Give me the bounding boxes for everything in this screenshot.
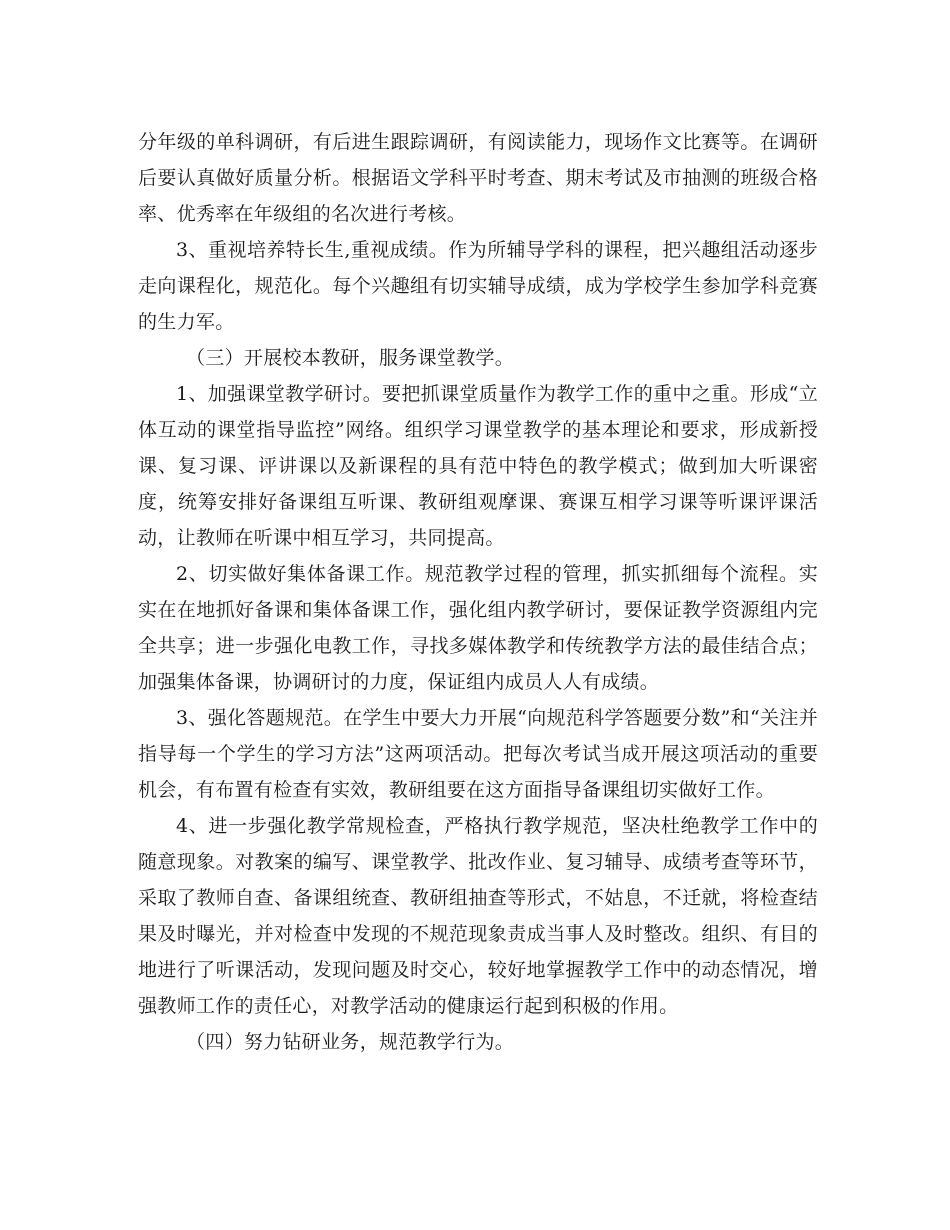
paragraph-survey-continuation: 分年级的单科调研，有后进生跟踪调研，有阅读能力，现场作文比赛等。在调研后要认真做好质量分析。根据语文学科平时考查、期末考试及市抽测的班级合格率、优秀率在年级组的名次进行考核。 xyxy=(138,131,818,225)
paragraph-item-4-routine-checks: 4、进一步强化教学常规检查，严格执行教学规范，坚决杜绝教学工作中的随意现象。对教案的编写、课堂教学、批改作业、复习辅导、成绩考查等环节，采取了教师自查、备课组统查、教研组抽查等形式，不姑息，不迁就，将检查结果及时曝光，并对检查中发现的不规范现象责成当事人及时整改。组织、有目的地进行了听课活动，发现问题及时交心，较好地掌握教学工作中的动态情况，增强教师工作的责任心，对教学活动的健康运行起到积极的作用。 xyxy=(138,815,818,1017)
paragraph-item-3-talent: 3、重视培养特长生,重视成绩。作为所辅导学科的课程，把兴趣组活动逐步走向课程化，规范化。每个兴趣组有切实辅导成绩，成为学校学生参加学科竞赛的生力军。 xyxy=(138,239,818,333)
document-body xyxy=(138,124,818,1060)
paragraph-item-2-lesson-prep: 2、切实做好集体备课工作。规范教学过程的管理，抓实抓细每个流程。实实在在地抓好备课和集体备课工作，强化组内教学研讨，要保证教学资源组内完全共享；进一步强化电教工作，寻找多媒体教学和传统教学方法的最佳结合点；加强集体备课，协调研讨的力度，保证组内成员人人有成绩。 xyxy=(138,563,818,693)
section-heading-3: （三）开展校本教研，服务课堂教学。 xyxy=(186,347,515,369)
paragraph-item-3-answer-norms: 3、强化答题规范。在学生中要大力开展“向规范科学答题要分数”和“关注并指导每一个学生的学习方法”这两项活动。把每次考试当成开展这项活动的重要机会，有布置有检查有实效，教研组要在这方面指导备课组切实做好工作。 xyxy=(138,707,818,801)
paragraph-item-1-classroom: 1、加强课堂教学研讨。要把抓课堂质量作为教学工作的重中之重。形成“立体互动的课堂指导监控”网络。组织学习课堂教学的基本理论和要求，形成新授课、复习课、评讲课以及新课程的具有范中特色的教学模式；做到加大听课密度，统筹安排好备课组互听课、教研组观摩课、赛课互相学习课等听课评课活动，让教师在听课中相互学习，共同提高。 xyxy=(138,383,818,549)
section-heading-4: （四）努力钻研业务，规范教学行为。 xyxy=(186,1031,515,1053)
